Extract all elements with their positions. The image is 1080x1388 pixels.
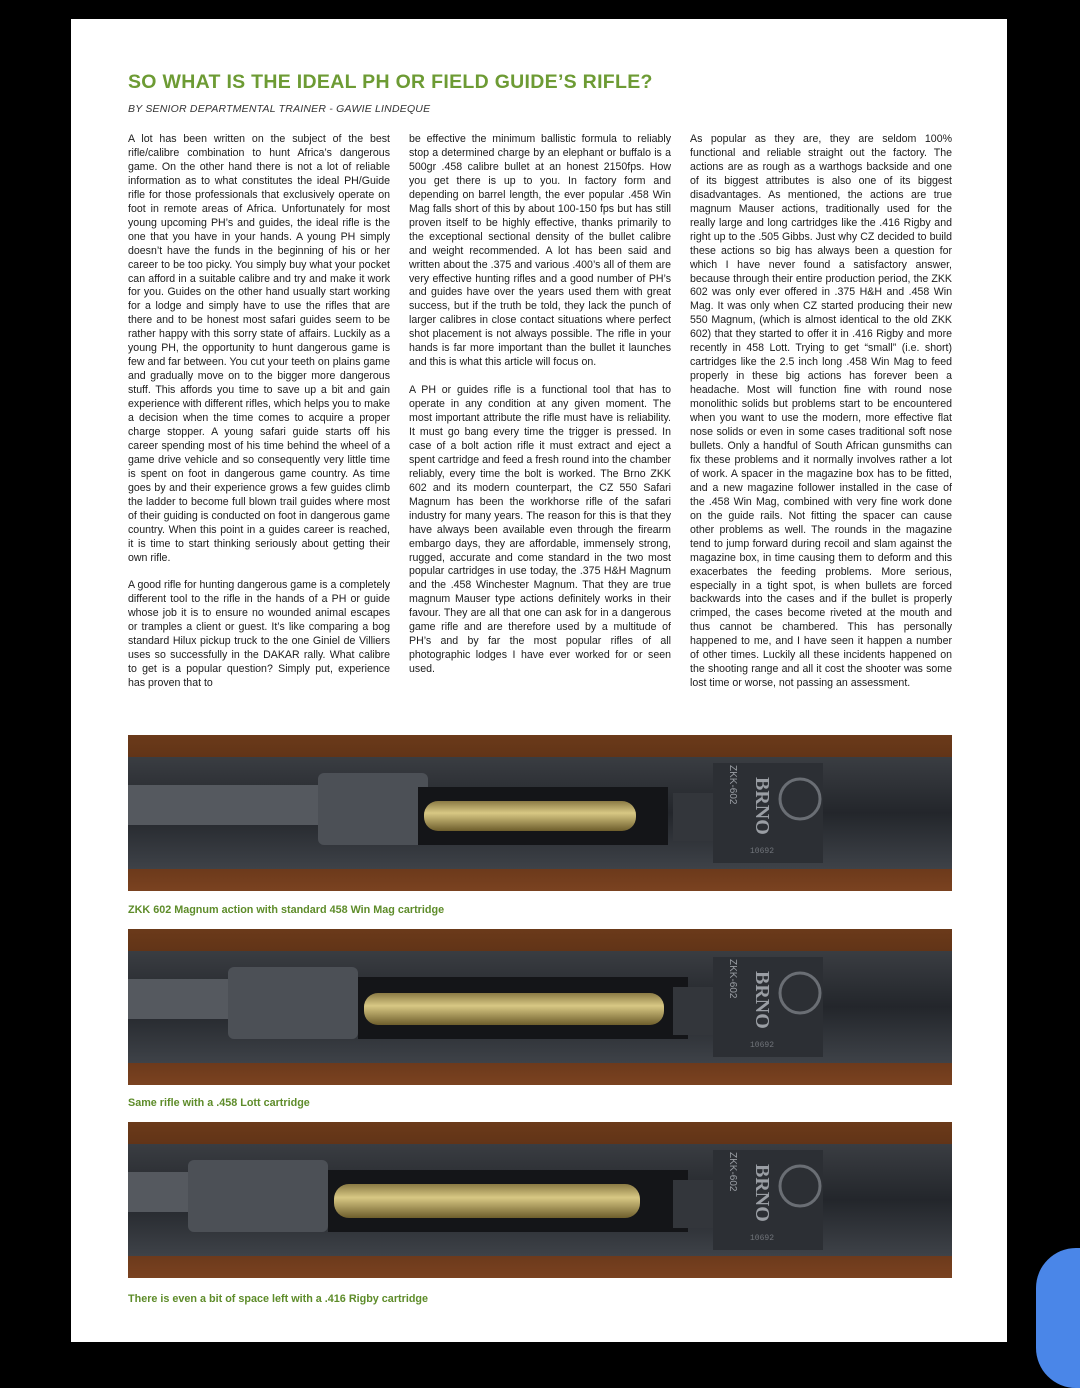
text-column-2 xyxy=(409,133,671,677)
brand-stamp: BRNO xyxy=(751,1164,773,1222)
brand-stamp: BRNO xyxy=(751,971,773,1029)
figure-caption: Same rifle with a .458 Lott cartridge xyxy=(128,1097,310,1109)
serial-stamp: 10692 xyxy=(750,847,775,856)
rifle-action-photo-2 xyxy=(128,929,952,1085)
floating-action-tab[interactable] xyxy=(1036,1248,1080,1388)
serial-stamp: 10692 xyxy=(750,1234,775,1243)
magazine-page xyxy=(71,19,1007,1342)
model-stamp: ZKK-602 xyxy=(727,765,738,805)
article-byline: BY SENIOR DEPARTMENTAL TRAINER - GAWIE LINDEQUE xyxy=(128,103,431,115)
figure-caption: ZKK 602 Magnum action with standard 458 Win Mag cartridge xyxy=(128,904,445,916)
model-stamp: ZKK-602 xyxy=(727,1152,738,1192)
paragraph: A PH or guides rifle is a functional tool that has to operate in any condition at any given moment. The most important attribute the rifle must have is reliability. It must go bang every time the trigger is pressed. In case of a bolt action rifle it must extract and eject a spent cartridge and feed a fresh round into the chamber reliably, every time the bolt is worked. The Brno ZKK 602 and its modern counterpart, the CZ 550 Safari Magnum has been the workhorse rifle of the safari industry for many years. The reason for this is that they have always been available even through the firearm embargo days, they are affordable, immensely strong, rugged, accurate and come standard in the two most popular cartridges in use today, the .375 H&H Magnum and the .458 Winchester Magnum. That they are true magnum Mauser type actions definitely works in their favour. They are all that one can ask for in a dangerous game rifle and are therefore used by a multitude of PH’s and by far the most popular rifles of all photographic lodges I have ever worked for or seen used. xyxy=(409,384,671,676)
text-column-3 xyxy=(690,133,952,691)
text-column-1 xyxy=(128,133,390,691)
paragraph: A good rifle for hunting dangerous game is a completely different tool to the rifle in the hands of a PH or guide whose job it is to ensure no wounded animal escapes or tramples a client or guest. It’s like comparing a bog standard Hilux pickup truck to the one Giniel de Villiers uses so successfully in the DAKAR rally. What calibre to get is a popular question? Simply put, experience has proven that to xyxy=(128,579,390,690)
paragraph: A lot has been written on the subject of the best rifle/calibre combination to hunt Africa’s dangerous game. On the other hand there is not a lot of reliable information as to what constitutes the ideal PH/Guide rifle for those professionals that exclusively operate on foot in remote areas of Africa. Unfortunately for most young upcoming PH’s and guides, the ideal rifle is the one that you have in your hands. A young PH simply doesn’t have the funds in the beginning of his or her career to be too picky. You simply buy what your pocket can afford in a suitable calibre and try and make it work for you. Guides on the other hand usually start working for a lodge and simply have to use the rifles that are there and to be honest most safari guides seem to be rather happy with this sorry state of affairs. Luckily as a young PH, the opportunity to hunt dangerous game is few and far between. You cut your teeth on plains game and gradually move on to the bigger more dangerous stuff. This affords you time to save up a bit and gain experience with different rifles, which helps you to make a decision when the time comes to acquire a proper charge stopper. A young safari guide starts off his career spending most of his time behind the wheel of a game drive vehicle and so consequently very little time is spent on foot in dangerous game country. As time goes by and their experience grows a few guides climb the ladder to become full blown trail guides where most of their guiding is conducted on foot in dangerous game country. When this point in a guides career is reached, it is time to start thinking seriously about getting their own rifle. xyxy=(128,133,390,564)
figure-caption: There is even a bit of space left with a .416 Rigby cartridge xyxy=(128,1293,429,1305)
model-stamp: ZKK-602 xyxy=(727,959,738,999)
paragraph: be effective the minimum ballistic formula to reliably stop a determined charge by an elephant or buffalo is a 500gr .458 calibre bullet at an honest 2150fps. How you get there is up to you. In factory form and depending on barrel length, the ever popular .458 Win Mag falls short of this by about 100-150 fps but has still proven itself to be highly effective, thanks primarily to the exceptional sectional density of the bullet calibre and weight recommended. A lot has been said and written about the .375 and various .400’s all of them are very effective hunting rifles and a good number of PH’s and guides have over the years used them with great success, but if the truth be told, they lack the punch of larger calibres in close contact situations where perfect shot placement is not always possible. The rifle in your hands is far more important than the bullet it launches and this is what this article will focus on. xyxy=(409,133,671,369)
brand-stamp: BRNO xyxy=(751,777,773,835)
paragraph: As popular as they are, they are seldom 100% functional and reliable straight out the factory. The actions are as rough as a warthogs backside and one of its biggest attributes is also one of its biggest disadvantages. As mentioned, the actions are true magnum Mauser actions, traditionally used for the really large and long cartridges like the .416 Rigby and right up to the .505 Gibbs. Just why CZ decided to build these actions so big has always been a question for which I have never found a satisfactory answer, because through their entire production period, the ZKK 602 was only ever offered in .375 H&H and .458 Win Mag. It was only when CZ started producing their new 550 Magnum, (which is almost identical to the old ZKK 602) that they started to offer it in .416 Rigby and more recently in 458 Lott. Trying to get “small” (i.e. short) cartridges like the 2.5 inch long .458 Win Mag to feed properly in these big actions has forever been a headache. Most will function fine with round nose monolithic solids but problems start to be encountered when you want to use the modern, more effective flat nose solids or even in some cases traditional soft nose bullets. Only a handful of South African gunsmiths can fix these problems and it normally involves rather a lot of work. A spacer in the magazine box has to be fitted, and a new magazine follower installed in the case of the .458 Win Mag, combined with very fine work done on the guide rails. Not fitting the spacer can cause other problems as well. The rounds in the magazine tend to jump forward during recoil and slam against the magazine box, in time causing them to deform and this exacerbates the feeding problems. More serious, especially in a tight spot, is when bullets are forced backwards into the cases and if the bullet is properly crimped, the cases become riveted at the mouth and thus cannot be chambered. This has personally happened to me, and I have seen it happen a number of other times. Luckily all these incidents happened on the shooting range and all it cost the shooter was some lost time or worse, not passing an assessment. xyxy=(690,133,952,690)
rifle-action-photo-1 xyxy=(128,735,952,891)
serial-stamp: 10692 xyxy=(750,1041,775,1050)
rifle-action-photo-3 xyxy=(128,1122,952,1278)
article-title: SO WHAT IS THE IDEAL PH OR FIELD GUIDE’S RIFLE? xyxy=(128,71,653,93)
